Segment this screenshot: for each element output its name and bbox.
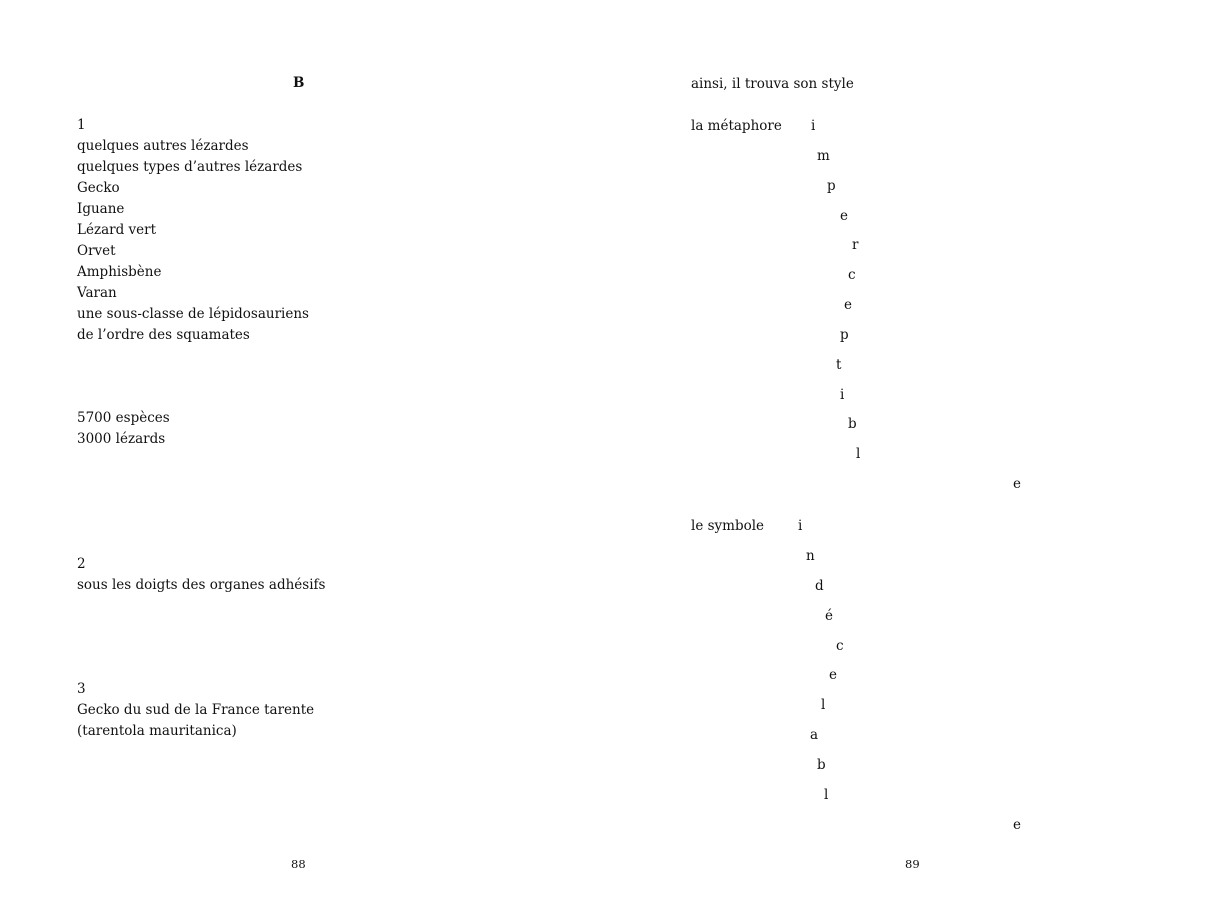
symbol-letter: i <box>798 518 803 534</box>
symbol-letter: e <box>1013 817 1021 833</box>
text-line: Varan <box>77 285 117 301</box>
metaphor-letter: b <box>848 416 857 432</box>
intro-line: ainsi, il trouva son style <box>691 76 854 92</box>
symbol-letter: d <box>815 578 824 594</box>
metaphor-letter: e <box>840 208 848 224</box>
page-number-right: 89 <box>905 857 920 871</box>
symbol-label: le symbole <box>691 518 765 534</box>
metaphor-letter: e <box>1013 476 1021 492</box>
section-2 <box>77 554 325 596</box>
metaphor-letter: e <box>844 297 852 313</box>
stat-species: 5700 espèces <box>77 410 170 426</box>
section-3 <box>77 679 314 742</box>
text-line: de l’ordre des squamates <box>77 327 250 343</box>
text-line: Orvet <box>77 243 116 259</box>
text-line: Gecko <box>77 180 120 196</box>
section-1-number: 1 <box>77 117 86 133</box>
text-line: Amphisbène <box>77 264 162 280</box>
metaphor-letter: r <box>852 237 859 253</box>
page-number-left: 88 <box>291 857 306 871</box>
metaphor-letter: i <box>840 387 845 403</box>
text-line: (tarentola mauritanica) <box>77 723 237 739</box>
text-line: Gecko du sud de la France tarente <box>77 702 315 718</box>
text-line: une sous-classe de lépidosauriens <box>77 306 309 322</box>
metaphor-letter: c <box>848 267 856 283</box>
text-line: Iguane <box>77 201 125 217</box>
text-line: quelques autres lézardes <box>77 138 249 154</box>
text-line: quelques types d’autres lézardes <box>77 159 303 175</box>
stats-block <box>77 408 170 450</box>
metaphor-letter: m <box>817 148 830 164</box>
page-title: B <box>293 75 305 91</box>
metaphor-letter: l <box>856 446 861 462</box>
metaphor-letter: p <box>840 327 849 343</box>
symbol-letter: l <box>821 697 826 713</box>
section-2-number: 2 <box>77 556 86 572</box>
section-3-number: 3 <box>77 681 86 697</box>
stat-lizards: 3000 lézards <box>77 431 166 447</box>
metaphor-letter: t <box>836 357 842 373</box>
section-1 <box>77 115 309 346</box>
symbol-letter: c <box>836 638 844 654</box>
metaphor-label: la métaphore <box>691 118 782 134</box>
metaphor-letter: i <box>811 118 816 134</box>
metaphor-letter: p <box>827 178 836 194</box>
text-line: Lézard vert <box>77 222 156 238</box>
symbol-letter: l <box>824 787 829 803</box>
symbol-letter: n <box>806 548 815 564</box>
symbol-letter: a <box>810 727 819 743</box>
text-line: sous les doigts des organes adhésifs <box>77 577 326 593</box>
symbol-letter: e <box>829 667 837 683</box>
symbol-letter: é <box>825 608 833 624</box>
symbol-letter: b <box>817 757 826 773</box>
right-page <box>605 0 1210 913</box>
